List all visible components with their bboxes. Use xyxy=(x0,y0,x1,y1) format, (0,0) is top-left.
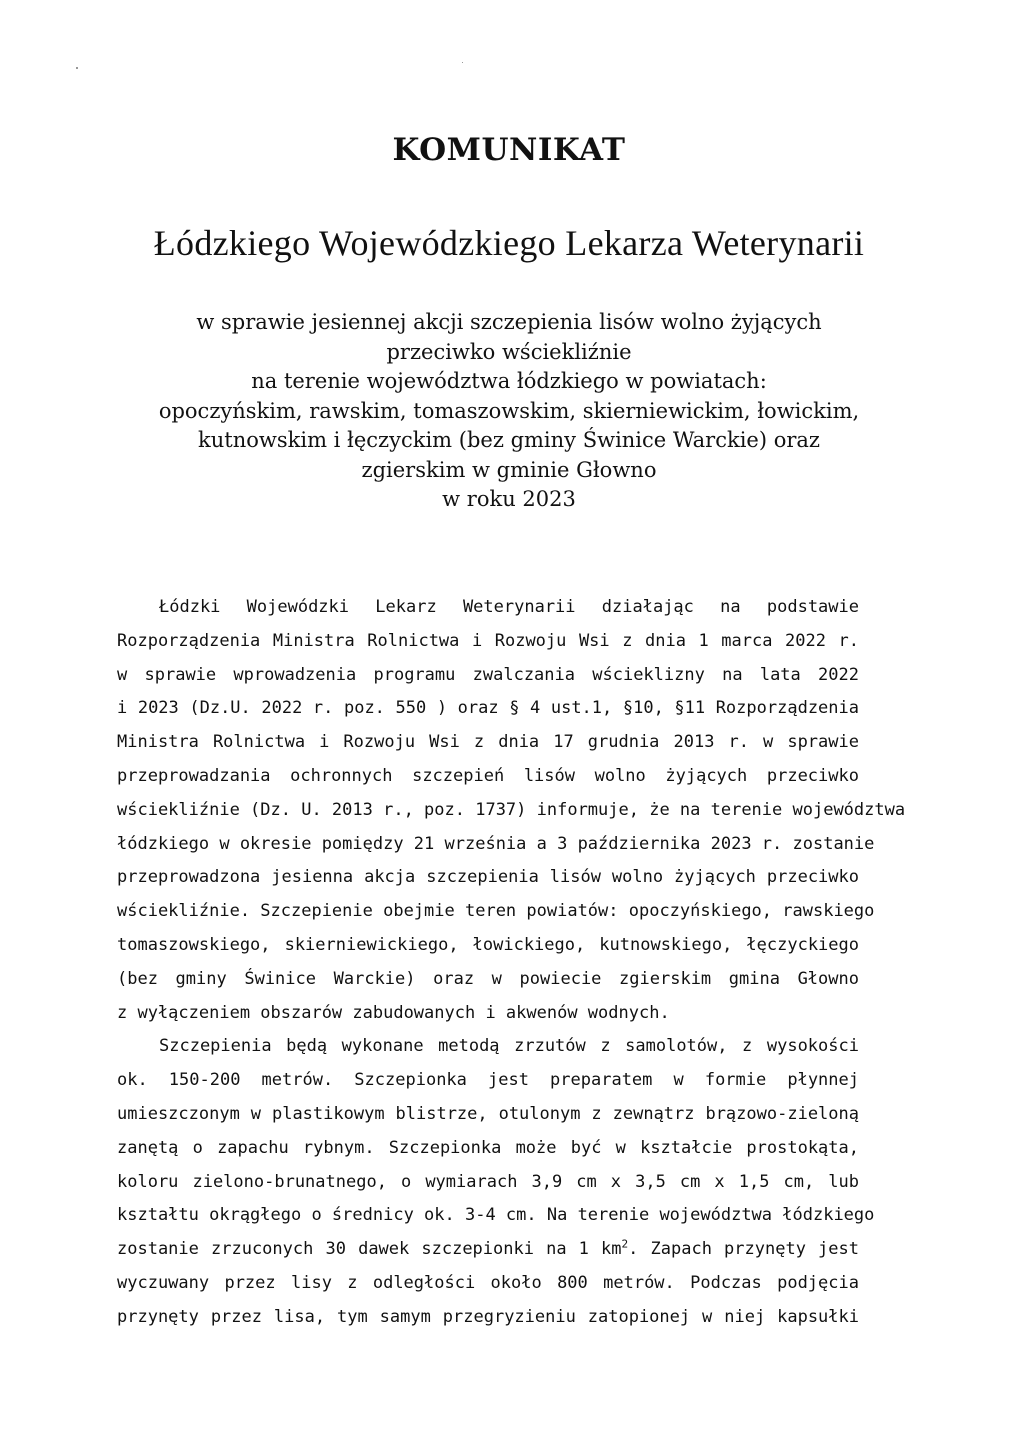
paragraph-2-line-with-superscript xyxy=(117,1233,859,1267)
paragraph-1-line: (bez gminy Świnice Warckie) oraz w powiecie zgierskim gmina Głowno xyxy=(117,968,859,989)
paragraph-1-line: Łódzki Wojewódzki Lekarz Weterynarii działając na podstawie xyxy=(159,597,859,617)
document-scope xyxy=(100,308,918,515)
scope-line: opoczyńskim, rawskim, tomaszowskim, skierniewickim, łowickim, xyxy=(158,398,860,423)
paragraph-1-line: tomaszowskiego, skierniewickiego, łowickiego, kutnowskiego, łęczyckiego xyxy=(117,934,859,955)
paragraph-1-line: wściekliźnie (Dz. U. 2013 r., poz. 1737) informuje, że na terenie województwa xyxy=(117,799,906,820)
scope-line: kutnowskim i łęczyckim (bez gminy Świnice Warckie) oraz xyxy=(198,428,820,452)
paragraph-2-line: ok. 150-200 metrów. Szczepionka jest preparatem w formie płynnej xyxy=(117,1070,859,1091)
paragraph-1-line: łódzkiego w okresie pomiędzy 21 września a 3 października 2023 r. zostanie xyxy=(117,833,875,854)
scan-speck xyxy=(76,67,78,69)
paragraph-1-line: z wyłączeniem obszarów zabudowanych i akwenów wodnych. xyxy=(117,1002,670,1023)
superscript-exponent: 2 xyxy=(621,1237,629,1251)
paragraph-1-line: Ministra Rolnictwa i Rozwoju Wsi z dnia 17 grudnia 2013 r. w sprawie xyxy=(117,732,859,753)
paragraph-2-line: przynęty przez lisa, tym samym przegryzieniu zatopionej w niej kapsułki xyxy=(117,1306,859,1327)
paragraph-1-line: w sprawie wprowadzenia programu zwalczania wścieklizny na lata 2022 xyxy=(117,664,859,685)
scope-line: przeciwko wściekliźnie xyxy=(386,339,632,364)
paragraph-2-line: Szczepienia będą wykonane metodą zrzutów z samolotów, z wysokości xyxy=(159,1036,859,1057)
paragraph-1-line: i 2023 (Dz.U. 2022 r. poz. 550 ) oraz § 4 ust.1, §10, §11 Rozporządzenia xyxy=(117,698,859,719)
document-subtitle: Łódzkiego Wojewódzkiego Lekarza Weterynarii xyxy=(153,223,865,263)
paragraph-1-line: przeprowadzania ochronnych szczepień lisów wolno żyjących przeciwko xyxy=(117,765,859,786)
document-title: KOMUNIKAT xyxy=(392,132,626,168)
scan-speck xyxy=(462,62,463,63)
scope-line: w roku 2023 xyxy=(442,487,576,511)
paragraph-2-line: koloru zielono-brunatnego, o wymiarach 3,9 cm x 3,5 cm x 1,5 cm, lub xyxy=(117,1171,859,1192)
document-body xyxy=(117,591,906,1335)
paragraph-2-line: zanętą o zapachu rybnym. Szczepionka może być w kształcie prostokąta, xyxy=(117,1137,859,1158)
paragraph-1-line: przeprowadzona jesienna akcja szczepienia lisów wolno żyjących przeciwko xyxy=(117,867,859,888)
paragraph-2-line: umieszczonym w plastikowym blistrze, otulonym z zewnątrz brązowo-zieloną xyxy=(117,1103,859,1124)
scope-line: w sprawie jesiennej akcji szczepienia lisów wolno żyjących xyxy=(196,310,822,334)
paragraph-2-line-text: zostanie zrzuconych 30 dawek szczepionki na 1 km xyxy=(117,1239,622,1260)
paragraph-1-line: Rozporządzenia Ministra Rolnictwa i Rozwoju Wsi z dnia 1 marca 2022 r. xyxy=(117,630,859,651)
scope-line: na terenie województwa łódzkiego w powiatach: xyxy=(251,369,767,393)
paragraph-1-line: wściekliźnie. Szczepienie obejmie teren powiatów: opoczyńskiego, rawskiego xyxy=(117,901,875,922)
paragraph-2-line: wyczuwany przez lisy z odległości około 800 metrów. Podczas podjęcia xyxy=(117,1272,859,1293)
paragraph-2-line-tail: . Zapach przynęty jest xyxy=(628,1239,859,1260)
paragraph-2-line: kształtu okrągłego o średnicy ok. 3-4 cm. Na terenie województwa łódzkiego xyxy=(117,1205,875,1226)
scope-line: zgierskim w gminie Głowno xyxy=(361,457,657,482)
